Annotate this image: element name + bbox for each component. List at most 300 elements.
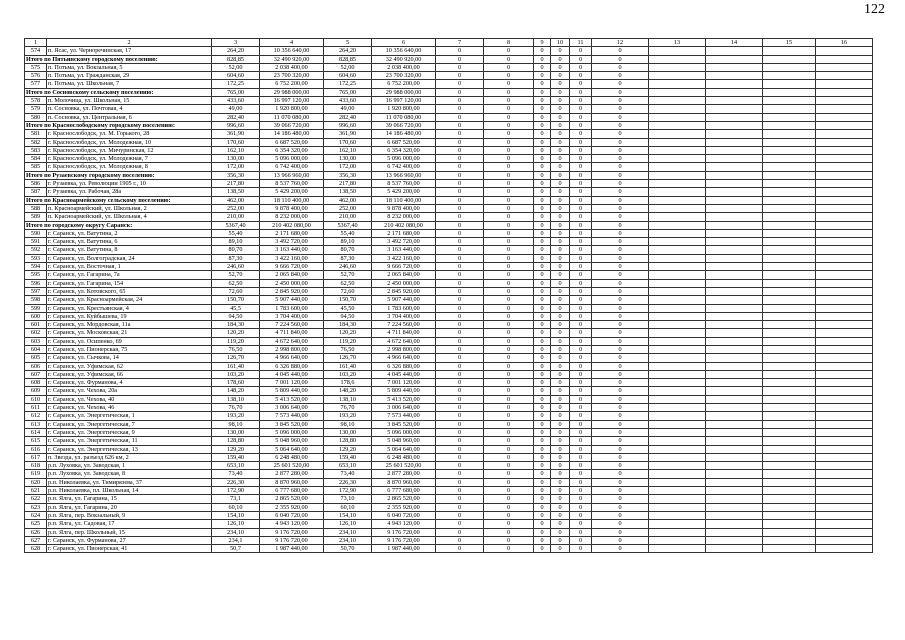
row-number: 591 [25, 238, 47, 246]
value-cell: 2 450 000,00 [260, 279, 324, 287]
row-number: 579 [25, 105, 47, 113]
value-cell: 7 573 440,00 [260, 412, 324, 420]
zero-cell: 0 [570, 246, 592, 254]
zero-cell: 0 [534, 163, 551, 171]
empty-cell [763, 321, 816, 329]
empty-cell [816, 478, 873, 486]
zero-cell: 0 [436, 121, 484, 129]
value-cell: 39 066 720,00 [260, 121, 324, 129]
value-cell: 76,50 [212, 345, 260, 353]
zero-cell: 0 [534, 188, 551, 196]
address-cell: п. Потьма, ул. Гражданская, 29 [47, 72, 212, 80]
table-row [25, 113, 873, 121]
value-cell: 6 354 320,00 [372, 146, 436, 154]
empty-cell [706, 404, 763, 412]
address-cell: р.п. Луховка, ул. Заводская, 8 [47, 470, 212, 478]
zero-cell: 0 [484, 180, 534, 188]
empty-cell [816, 196, 873, 204]
zero-cell: 0 [551, 88, 570, 96]
value-cell: 159,40 [212, 453, 260, 461]
zero-cell: 0 [436, 304, 484, 312]
table-row [25, 271, 873, 279]
value-cell: 282,40 [324, 113, 372, 121]
empty-cell [649, 204, 706, 212]
empty-cell [763, 329, 816, 337]
empty-cell [816, 312, 873, 320]
zero-cell: 0 [592, 171, 649, 179]
zero-cell: 0 [570, 370, 592, 378]
zero-cell: 0 [570, 263, 592, 271]
value-cell: 264,20 [324, 47, 372, 55]
zero-cell: 0 [484, 246, 534, 254]
zero-cell: 0 [551, 453, 570, 461]
zero-cell: 0 [534, 511, 551, 519]
empty-cell [816, 453, 873, 461]
zero-cell: 0 [551, 221, 570, 229]
zero-cell: 0 [592, 229, 649, 237]
zero-cell: 0 [534, 105, 551, 113]
value-cell: 7 224 560,00 [260, 321, 324, 329]
zero-cell: 0 [436, 188, 484, 196]
empty-cell [763, 420, 816, 428]
value-cell: 210,00 [324, 213, 372, 221]
value-cell: 9 666 720,00 [372, 263, 436, 271]
zero-cell: 0 [551, 55, 570, 63]
zero-cell: 0 [592, 263, 649, 271]
zero-cell: 0 [570, 420, 592, 428]
zero-cell: 0 [484, 495, 534, 503]
value-cell: 172,25 [324, 80, 372, 88]
table-row [25, 412, 873, 420]
empty-cell [649, 171, 706, 179]
empty-cell [649, 72, 706, 80]
empty-cell [649, 296, 706, 304]
address-cell: п. Сосновка, ул. Почтовая, 4 [47, 105, 212, 113]
value-cell: 6 742 400,00 [260, 163, 324, 171]
zero-cell: 0 [570, 404, 592, 412]
table-row [25, 511, 873, 519]
empty-cell [816, 171, 873, 179]
zero-cell: 0 [484, 453, 534, 461]
subtotal-label: Итого по Пятьинскому городскому поселению: [25, 55, 212, 63]
zero-cell: 0 [551, 113, 570, 121]
zero-cell: 0 [570, 254, 592, 262]
zero-cell: 0 [551, 171, 570, 179]
zero-cell: 0 [484, 437, 534, 445]
value-cell: 2 845 920,00 [260, 287, 324, 295]
empty-cell [706, 221, 763, 229]
empty-cell [649, 495, 706, 503]
zero-cell: 0 [534, 72, 551, 80]
column-number-cell: 16 [816, 39, 873, 47]
table-row [25, 487, 873, 495]
value-cell: 11 070 080,00 [260, 113, 324, 121]
empty-cell [763, 337, 816, 345]
value-cell: 828,85 [212, 55, 260, 63]
empty-cell [706, 163, 763, 171]
column-number-cell: 4 [260, 39, 324, 47]
value-cell: 6 742 400,00 [372, 163, 436, 171]
zero-cell: 0 [534, 63, 551, 71]
value-cell: 2 865 520,00 [260, 495, 324, 503]
empty-cell [706, 296, 763, 304]
zero-cell: 0 [592, 503, 649, 511]
value-cell: 193,20 [324, 412, 372, 420]
zero-cell: 0 [436, 379, 484, 387]
table-row [25, 188, 873, 196]
zero-cell: 0 [534, 428, 551, 436]
empty-cell [706, 354, 763, 362]
zero-cell: 0 [570, 387, 592, 395]
zero-cell: 0 [551, 503, 570, 511]
value-cell: 119,20 [212, 337, 260, 345]
zero-cell: 0 [534, 296, 551, 304]
zero-cell: 0 [551, 312, 570, 320]
value-cell: 6 752 200,00 [260, 80, 324, 88]
value-cell: 126,70 [324, 354, 372, 362]
value-cell: 7 001 120,00 [372, 379, 436, 387]
empty-cell [706, 345, 763, 353]
empty-cell [706, 487, 763, 495]
value-cell: 5 096 000,00 [372, 155, 436, 163]
value-cell: 5 809 440,00 [372, 387, 436, 395]
zero-cell: 0 [534, 478, 551, 486]
address-cell: г. Саранск, ул. Энергетическая, 9 [47, 428, 212, 436]
empty-cell [763, 88, 816, 96]
zero-cell: 0 [484, 88, 534, 96]
address-cell: п. Потьма, ул. Школьная, 7 [47, 80, 212, 88]
subtotal-row [25, 171, 873, 179]
column-number-cell: 3 [212, 39, 260, 47]
address-cell: г. Саранск, ул. Ватутина, 8 [47, 246, 212, 254]
empty-cell [816, 88, 873, 96]
empty-cell [706, 329, 763, 337]
zero-cell: 0 [570, 536, 592, 544]
empty-cell [649, 503, 706, 511]
empty-cell [649, 437, 706, 445]
empty-cell [816, 229, 873, 237]
value-cell: 361,90 [324, 130, 372, 138]
empty-cell [649, 271, 706, 279]
value-cell: 130,00 [212, 155, 260, 163]
row-number: 604 [25, 345, 47, 353]
zero-cell: 0 [534, 55, 551, 63]
empty-cell [649, 345, 706, 353]
value-cell: 162,10 [212, 146, 260, 154]
empty-cell [649, 321, 706, 329]
zero-cell: 0 [570, 146, 592, 154]
value-cell: 234,10 [212, 528, 260, 536]
value-cell: 1 987 440,00 [372, 545, 436, 553]
row-number: 585 [25, 163, 47, 171]
zero-cell: 0 [436, 345, 484, 353]
zero-cell: 0 [592, 121, 649, 129]
empty-cell [706, 287, 763, 295]
value-cell: 7 001 120,00 [260, 379, 324, 387]
value-cell: 138,50 [324, 188, 372, 196]
value-cell: 1 783 600,00 [372, 304, 436, 312]
zero-cell: 0 [551, 329, 570, 337]
value-cell: 5 429 200,00 [372, 188, 436, 196]
empty-cell [706, 204, 763, 212]
zero-cell: 0 [436, 254, 484, 262]
zero-cell: 0 [484, 470, 534, 478]
empty-cell [763, 80, 816, 88]
value-cell: 2 355 920,00 [260, 503, 324, 511]
value-cell: 130,00 [324, 155, 372, 163]
value-cell: 138,50 [212, 188, 260, 196]
value-cell: 2 065 840,00 [260, 271, 324, 279]
empty-cell [649, 246, 706, 254]
empty-cell [649, 221, 706, 229]
address-cell: г. Саранск, ул. Восточная, 1 [47, 263, 212, 271]
zero-cell: 0 [570, 354, 592, 362]
empty-cell [649, 97, 706, 105]
empty-cell [816, 545, 873, 553]
zero-cell: 0 [551, 487, 570, 495]
zero-cell: 0 [484, 163, 534, 171]
row-number: 577 [25, 80, 47, 88]
value-cell: 4 711 840,00 [372, 329, 436, 337]
value-cell: 226,30 [212, 478, 260, 486]
empty-cell [706, 520, 763, 528]
address-cell: г. Саранск, ул. Чехова, 40 [47, 395, 212, 403]
subtotal-label: Итого по Рузаевскому городскому поселению: [25, 171, 212, 179]
value-cell: 4 045 440,00 [372, 370, 436, 378]
zero-cell: 0 [484, 520, 534, 528]
value-cell: 3 704 400,00 [372, 312, 436, 320]
row-number: 602 [25, 329, 47, 337]
empty-cell [763, 453, 816, 461]
empty-cell [763, 503, 816, 511]
empty-cell [763, 404, 816, 412]
row-number: 592 [25, 246, 47, 254]
empty-cell [706, 88, 763, 96]
empty-cell [816, 287, 873, 295]
value-cell: 1 920 800,00 [260, 105, 324, 113]
row-number: 605 [25, 354, 47, 362]
empty-cell [763, 105, 816, 113]
empty-cell [763, 271, 816, 279]
zero-cell: 0 [534, 130, 551, 138]
row-number: 589 [25, 213, 47, 221]
subtotal-label: Итого по Красноармейскому сельскому поселению: [25, 196, 212, 204]
row-number: 575 [25, 63, 47, 71]
row-number: 609 [25, 387, 47, 395]
column-number-cell: 10 [551, 39, 570, 47]
value-cell: 32 490 920,00 [260, 55, 324, 63]
table-body [25, 39, 873, 553]
zero-cell: 0 [570, 445, 592, 453]
zero-cell: 0 [534, 113, 551, 121]
value-cell: 52,70 [212, 271, 260, 279]
empty-cell [706, 420, 763, 428]
value-cell: 178,6 [324, 379, 372, 387]
empty-cell [816, 130, 873, 138]
empty-cell [706, 213, 763, 221]
address-cell: г. Краснослободск, ул. Молодежная, 7 [47, 155, 212, 163]
zero-cell: 0 [436, 312, 484, 320]
address-cell: р.п. Ялга, ул. Гагарина, 15 [47, 495, 212, 503]
row-number: 598 [25, 296, 47, 304]
empty-cell [763, 188, 816, 196]
table-row [25, 428, 873, 436]
row-number: 583 [25, 146, 47, 154]
zero-cell: 0 [592, 337, 649, 345]
value-cell: 5 096 000,00 [260, 155, 324, 163]
empty-cell [816, 188, 873, 196]
address-cell: г. Краснослободск, ул. М. Горького, 28 [47, 130, 212, 138]
empty-cell [706, 130, 763, 138]
empty-cell [816, 329, 873, 337]
value-cell: 433,60 [212, 97, 260, 105]
column-number-row [25, 39, 873, 47]
zero-cell: 0 [570, 487, 592, 495]
address-cell: п. Звезда, ул. разъезд 626 км, 2 [47, 453, 212, 461]
address-cell: п. Потьма, ул. Вокзальная, 5 [47, 63, 212, 71]
zero-cell: 0 [484, 528, 534, 536]
value-cell: 39 066 720,00 [372, 121, 436, 129]
zero-cell: 0 [551, 520, 570, 528]
zero-cell: 0 [484, 72, 534, 80]
zero-cell: 0 [592, 113, 649, 121]
empty-cell [816, 345, 873, 353]
empty-cell [763, 246, 816, 254]
address-cell: г. Саранск, ул. Фурманова, 27 [47, 536, 212, 544]
empty-cell [816, 238, 873, 246]
zero-cell: 0 [592, 379, 649, 387]
empty-cell [763, 63, 816, 71]
row-number: 610 [25, 395, 47, 403]
zero-cell: 0 [570, 271, 592, 279]
empty-cell [706, 503, 763, 511]
value-cell: 2 877 280,00 [372, 470, 436, 478]
empty-cell [763, 72, 816, 80]
zero-cell: 0 [551, 337, 570, 345]
zero-cell: 0 [484, 412, 534, 420]
value-cell: 73,40 [324, 470, 372, 478]
address-cell: п. Красноармейский, ул. Школьная, 4 [47, 213, 212, 221]
zero-cell: 0 [484, 296, 534, 304]
zero-cell: 0 [534, 337, 551, 345]
value-cell: 2 171 680,00 [372, 229, 436, 237]
zero-cell: 0 [534, 246, 551, 254]
empty-cell [649, 462, 706, 470]
value-cell: 170,60 [324, 138, 372, 146]
value-cell: 73,10 [324, 495, 372, 503]
zero-cell: 0 [484, 362, 534, 370]
empty-cell [816, 105, 873, 113]
housing-table [24, 38, 873, 553]
zero-cell: 0 [436, 321, 484, 329]
zero-cell: 0 [592, 221, 649, 229]
zero-cell: 0 [592, 254, 649, 262]
table-row [25, 80, 873, 88]
value-cell: 45,50 [324, 304, 372, 312]
empty-cell [816, 487, 873, 495]
column-number-cell: 9 [534, 39, 551, 47]
zero-cell: 0 [534, 354, 551, 362]
zero-cell: 0 [436, 412, 484, 420]
value-cell: 148,20 [212, 387, 260, 395]
value-cell: 4 966 640,00 [372, 354, 436, 362]
zero-cell: 0 [592, 138, 649, 146]
value-cell: 3 704 400,00 [260, 312, 324, 320]
zero-cell: 0 [436, 204, 484, 212]
value-cell: 9 878 400,00 [372, 204, 436, 212]
address-cell: г. Саранск, ул. Уфимская, 62 [47, 362, 212, 370]
row-number: 600 [25, 312, 47, 320]
empty-cell [706, 188, 763, 196]
value-cell: 4 045 440,00 [260, 370, 324, 378]
value-cell: 6 248 480,00 [372, 453, 436, 461]
empty-cell [763, 196, 816, 204]
zero-cell: 0 [436, 395, 484, 403]
address-cell: п. Молочица, ул. Школьная, 15 [47, 97, 212, 105]
empty-cell [649, 105, 706, 113]
value-cell: 18 110 400,00 [372, 196, 436, 204]
empty-cell [816, 528, 873, 536]
value-cell: 80,70 [324, 246, 372, 254]
zero-cell: 0 [436, 296, 484, 304]
value-cell: 9 176 720,00 [372, 528, 436, 536]
value-cell: 52,70 [324, 271, 372, 279]
empty-cell [816, 520, 873, 528]
empty-cell [706, 155, 763, 163]
empty-cell [816, 263, 873, 271]
zero-cell: 0 [534, 321, 551, 329]
zero-cell: 0 [570, 163, 592, 171]
zero-cell: 0 [436, 113, 484, 121]
empty-cell [649, 428, 706, 436]
zero-cell: 0 [436, 495, 484, 503]
empty-cell [763, 204, 816, 212]
row-number: 626 [25, 528, 47, 536]
zero-cell: 0 [534, 171, 551, 179]
empty-cell [816, 511, 873, 519]
zero-cell: 0 [436, 263, 484, 271]
zero-cell: 0 [534, 370, 551, 378]
zero-cell: 0 [551, 238, 570, 246]
row-number: 596 [25, 279, 47, 287]
row-number: 581 [25, 130, 47, 138]
zero-cell: 0 [484, 404, 534, 412]
table-row [25, 536, 873, 544]
zero-cell: 0 [436, 387, 484, 395]
zero-cell: 0 [570, 545, 592, 553]
empty-cell [649, 370, 706, 378]
table-row [25, 478, 873, 486]
value-cell: 9 878 400,00 [260, 204, 324, 212]
zero-cell: 0 [570, 138, 592, 146]
table-row [25, 97, 873, 105]
zero-cell: 0 [551, 105, 570, 113]
empty-cell [649, 312, 706, 320]
zero-cell: 0 [570, 437, 592, 445]
zero-cell: 0 [592, 478, 649, 486]
value-cell: 154,10 [212, 511, 260, 519]
empty-cell [763, 47, 816, 55]
table-row [25, 503, 873, 511]
zero-cell: 0 [436, 404, 484, 412]
value-cell: 60,10 [212, 503, 260, 511]
zero-cell: 0 [534, 213, 551, 221]
zero-cell: 0 [551, 445, 570, 453]
address-cell: р.п. Ялга, пер. Вокзальный, 9 [47, 511, 212, 519]
value-cell: 5 064 640,00 [260, 445, 324, 453]
zero-cell: 0 [551, 180, 570, 188]
zero-cell: 0 [484, 105, 534, 113]
